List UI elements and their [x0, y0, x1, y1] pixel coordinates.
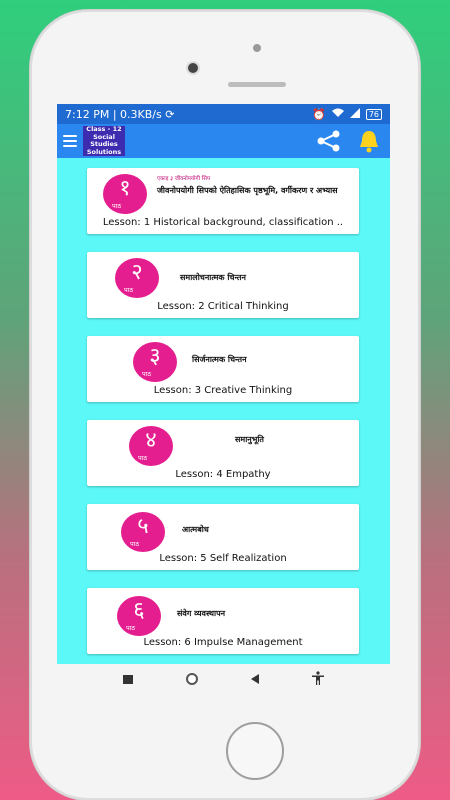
lesson-nepali-title: सिर्जनात्मक चिन्तन: [192, 355, 247, 364]
sync-icon: ⟳: [165, 107, 175, 121]
lesson-badge: [117, 596, 161, 636]
lesson-badge: [133, 342, 177, 382]
back-icon[interactable]: [251, 674, 259, 684]
status-speed: | 0.3KB/s: [112, 107, 162, 121]
lesson-card-2[interactable]: [87, 252, 359, 318]
lesson-nepali-title: समालोचनात्मक चिन्तन: [180, 273, 246, 282]
badge-numeral: ३: [149, 344, 161, 369]
logo-line-social: Social: [93, 132, 115, 141]
logo-line-class: Class - 12: [86, 125, 122, 133]
lesson-badge: [129, 426, 173, 466]
lesson-card-5[interactable]: [87, 504, 359, 570]
hamburger-icon[interactable]: [63, 135, 77, 147]
badge-path-label: पाठ: [138, 454, 148, 462]
accessibility-icon[interactable]: [312, 670, 324, 689]
badge-numeral: १: [119, 176, 131, 201]
status-bar: [57, 104, 390, 124]
battery-icon: 76: [366, 109, 382, 120]
lesson-title: Lesson: 4 Empathy: [175, 469, 271, 480]
toolbar-actions: [316, 129, 380, 157]
lesson-badge: [115, 258, 159, 298]
lesson-card-1[interactable]: [87, 168, 359, 234]
status-time: 7:12 PM: [65, 107, 110, 121]
badge-numeral: ५: [137, 514, 149, 539]
logo-line-solutions: Solutions: [86, 147, 122, 156]
android-nav-bar: [57, 664, 390, 694]
app-toolbar: [57, 124, 390, 158]
app-logo: [83, 126, 125, 156]
lesson-title: Lesson: 6 Impulse Management: [143, 637, 303, 648]
lesson-unit-header: एकाइ ३ जीवनोपयोगी सिप: [157, 176, 211, 182]
lesson-title: Lesson: 5 Self Realization: [159, 553, 287, 564]
lesson-nepali-title: आत्मबोध: [182, 525, 209, 534]
lesson-card-4[interactable]: [87, 420, 359, 486]
badge-path-label: पाठ: [124, 286, 134, 294]
badge-numeral: २: [131, 260, 143, 285]
share-icon[interactable]: [316, 130, 342, 156]
lesson-card-6[interactable]: [87, 588, 359, 654]
badge-path-label: पाठ: [130, 540, 140, 548]
lesson-nepali-title: जीवनोपयोगी सिपको ऐतिहासिक पृष्ठभूमि, वर्गीकरण र अभ्यास: [157, 186, 338, 195]
front-camera: [188, 63, 198, 73]
lesson-badge: [103, 174, 147, 214]
lesson-title: Lesson: 2 Critical Thinking: [157, 301, 289, 312]
recents-icon[interactable]: [123, 675, 133, 684]
lesson-badge: [121, 512, 165, 552]
signal-icon: [350, 108, 360, 121]
logo-line-studies: Studies: [90, 140, 118, 148]
badge-numeral: ४: [145, 428, 157, 453]
badge-path-label: पाठ: [142, 370, 152, 378]
badge-path-label: पाठ: [126, 624, 136, 632]
wifi-icon: [332, 108, 344, 121]
lesson-card-3[interactable]: [87, 336, 359, 402]
lesson-nepali-title: संवेग व्यवस्थापन: [177, 609, 226, 618]
badge-numeral: ६: [133, 598, 145, 623]
lesson-title: Lesson: 1 Historical background, classification ..: [102, 217, 344, 228]
badge-path-label: पाठ: [112, 202, 122, 210]
lesson-title: Lesson: 3 Creative Thinking: [153, 385, 293, 396]
status-right: [312, 108, 382, 121]
lesson-list: [57, 158, 390, 664]
alarm-icon: ⏰: [312, 107, 326, 121]
bell-icon[interactable]: [358, 129, 380, 157]
front-sensor: [253, 44, 261, 52]
lesson-nepali-title: समानुभूति: [235, 435, 264, 444]
app-screen: [57, 104, 390, 694]
home-icon[interactable]: [186, 673, 198, 685]
status-left: [65, 108, 174, 121]
earpiece-speaker: [228, 82, 286, 87]
home-hardware-button[interactable]: [226, 722, 284, 780]
